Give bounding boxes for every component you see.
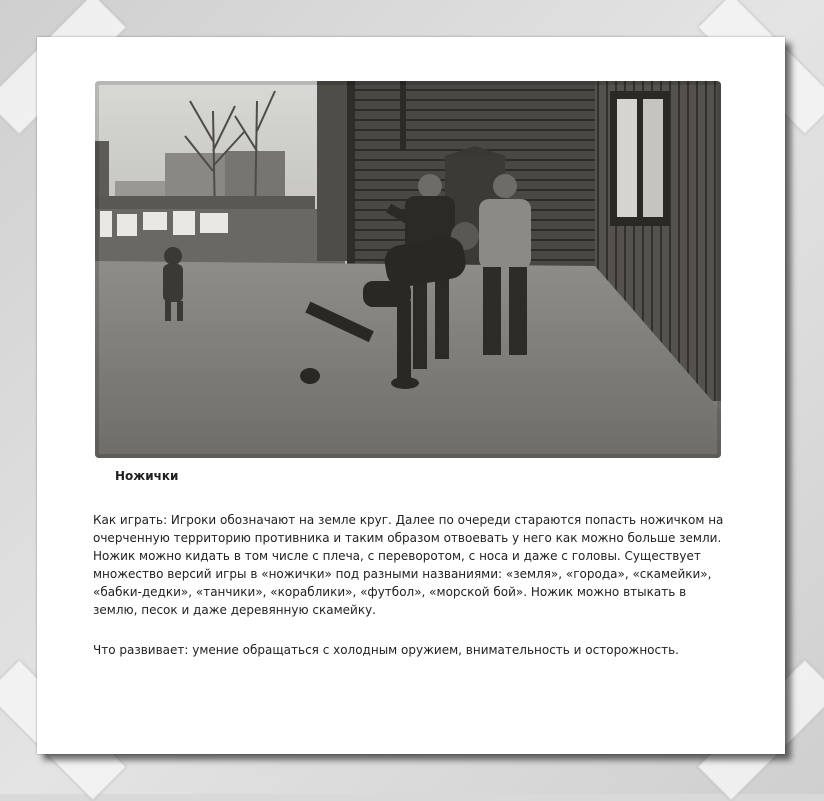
paper-card — [37, 37, 785, 754]
paragraph-what-it-develops: Что развивает: умение обращаться с холодным оружием, внимательность и осторожность. — [93, 643, 679, 657]
paragraph-how-to-play: Как играть: Игроки обозначают на земле круг. Далее по очереди стараются попасть ножичком на очерченную территорию противника и таким образом отвоевать у него как можно больше земли. Ножик можно кидать в том числе с плеча, с переворотом, с носа и даже с головы. Существует множество версий игры в «ножички» под разными названиями: «земля», «города», «скамейки», «бабки-дедки», «танчики», «кораблики», «футбол», «морской бой». Ножик можно втыкать в землю, песок и даже деревянную скамейку. — [93, 513, 724, 617]
article-text — [93, 511, 733, 659]
vintage-photo — [95, 81, 721, 458]
photo-illustration — [95, 81, 721, 458]
photo-caption: Ножички — [115, 469, 179, 483]
